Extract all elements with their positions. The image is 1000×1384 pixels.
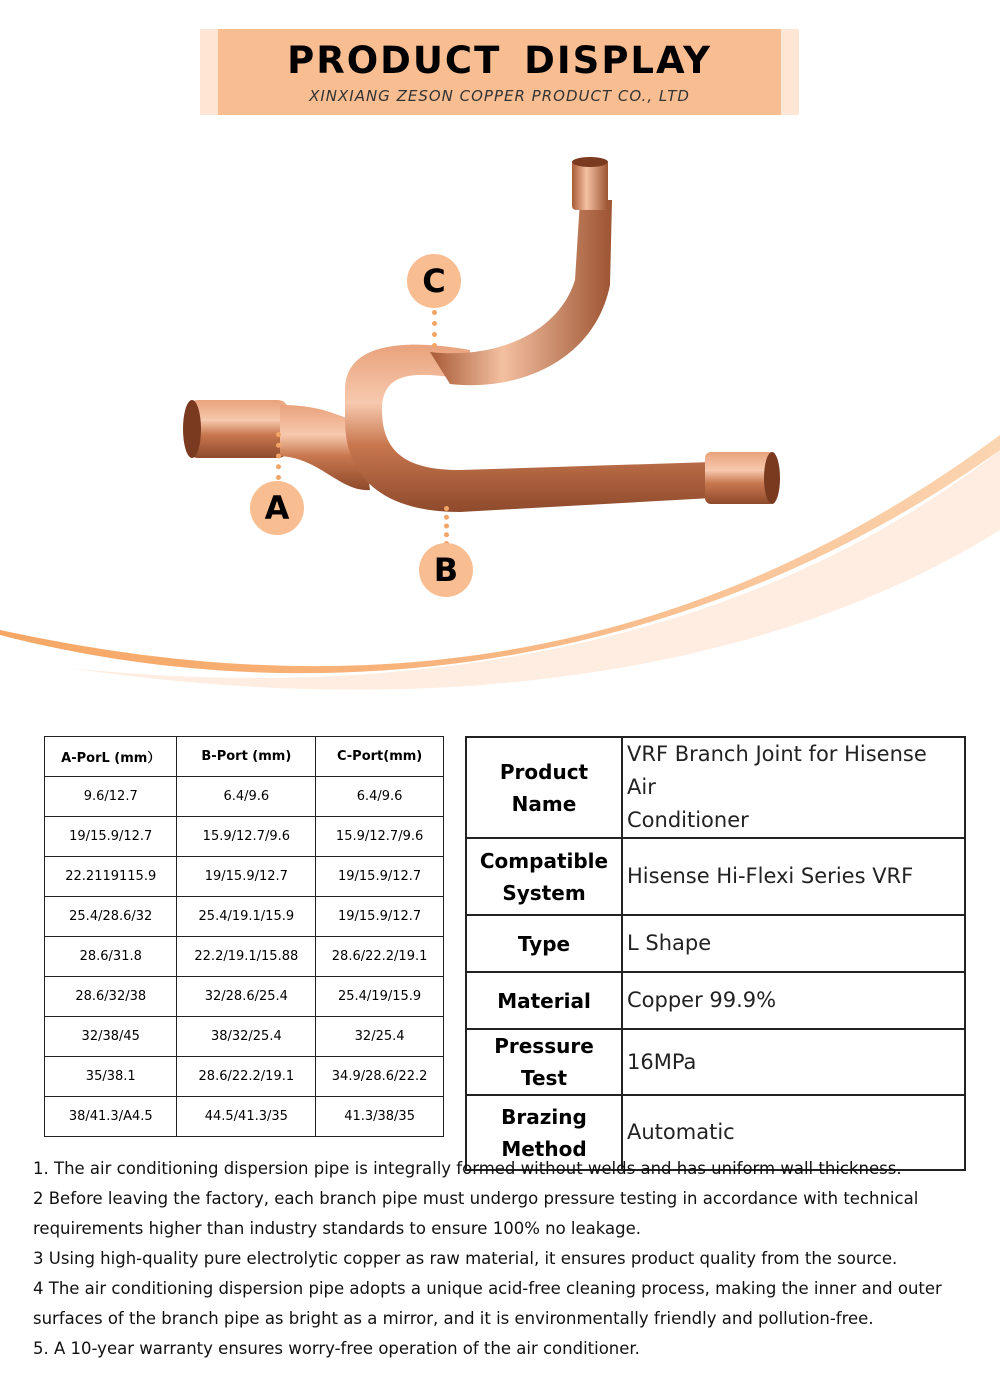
spec-key-line: Name [511, 791, 577, 816]
table-cell: 38/32/25.4 [177, 1017, 316, 1057]
spec-key-line: Product [499, 759, 589, 784]
decorative-swoosh [0, 120, 1000, 720]
table-cell: 19/15.9/12.7 [177, 857, 316, 897]
table-row [45, 937, 444, 977]
table-cell: 25.4/19/15.9 [316, 977, 444, 1017]
spec-value: Automatic [622, 1095, 965, 1170]
leader-line-a [276, 432, 286, 480]
spec-key-line: Method [501, 1136, 587, 1161]
table-cell: 35/38.1 [45, 1057, 177, 1097]
table-cell: 19/15.9/12.7 [316, 897, 444, 937]
spec-value [622, 737, 965, 838]
table-cell: 41.3/38/35 [316, 1097, 444, 1137]
table-cell: 19/15.9/12.7 [316, 857, 444, 897]
column-header-a-port: A-PorL (mm） [45, 737, 177, 777]
table-cell: 6.4/9.6 [316, 777, 444, 817]
table-cell: 28.6/31.8 [45, 937, 177, 977]
table-cell: 15.9/12.7/9.6 [316, 817, 444, 857]
table-row [45, 1057, 444, 1097]
spec-value: Copper 99.9% [622, 972, 965, 1029]
spec-row-product-name [466, 737, 965, 838]
note-line: 2 Before leaving the factory, each branch pipe must undergo pressure testing in accordance with technical [33, 1189, 919, 1208]
table-cell: 34.9/28.6/22.2 [316, 1057, 444, 1097]
table-cell: 25.4/28.6/32 [45, 897, 177, 937]
spec-key: Type [466, 915, 622, 972]
spec-key: Pressure Test [466, 1029, 622, 1095]
table-cell: 28.6/22.2/19.1 [316, 937, 444, 977]
table-header-row [45, 737, 444, 777]
spec-row-material [466, 972, 965, 1029]
note-line: 5. A 10-year warranty ensures worry-free operation of the air conditioner. [33, 1339, 640, 1358]
spec-key-line: System [502, 880, 586, 905]
feature-notes [33, 1154, 973, 1364]
table-cell: 15.9/12.7/9.6 [177, 817, 316, 857]
spec-value: L Shape [622, 915, 965, 972]
table-cell: 32/38/45 [45, 1017, 177, 1057]
port-size-table [44, 736, 444, 1137]
header-banner [200, 29, 799, 115]
table-cell: 44.5/41.3/35 [177, 1097, 316, 1137]
table-row [45, 857, 444, 897]
table-cell: 25.4/19.1/15.9 [177, 897, 316, 937]
product-figure [0, 120, 1000, 720]
table-cell: 19/15.9/12.7 [45, 817, 177, 857]
spec-row-pressure-test [466, 1029, 965, 1095]
note-line: surfaces of the branch pipe as bright as a mirror, and it is environmentally friendly and pollution-free. [33, 1309, 874, 1328]
column-header-c-port: C-Port(mm) [316, 737, 444, 777]
table-row [45, 1097, 444, 1137]
table-cell: 9.6/12.7 [45, 777, 177, 817]
table-row [45, 897, 444, 937]
note-line: 4 The air conditioning dispersion pipe adopts a unique acid-free cleaning process, making the inner and outer [33, 1279, 942, 1298]
leader-line-c [432, 310, 442, 348]
table-row [45, 1017, 444, 1057]
table-cell: 6.4/9.6 [177, 777, 316, 817]
spec-value-line: VRF Branch Joint for Hisense Air [627, 742, 927, 799]
spec-key: Material [466, 972, 622, 1029]
port-label-a: A [250, 481, 304, 535]
page-title: PRODUCT DISPLAY [287, 39, 712, 82]
spec-row-type [466, 915, 965, 972]
table-cell: 28.6/22.2/19.1 [177, 1057, 316, 1097]
note-line: 3 Using high-quality pure electrolytic copper as raw material, it ensures product quality from the source. [33, 1249, 898, 1268]
spec-value: Hisense Hi-Flexi Series VRF [622, 838, 965, 915]
spec-key [466, 838, 622, 915]
table-cell: 32/25.4 [316, 1017, 444, 1057]
spec-value: 16MPa [622, 1029, 965, 1095]
note-line: 1. The air conditioning dispersion pipe is integrally formed without welds and has uniform wall thickness. [33, 1159, 902, 1178]
table-cell: 38/41.3/A4.5 [45, 1097, 177, 1137]
port-label-c: C [407, 254, 461, 308]
header-banner-panel [218, 29, 781, 115]
table-cell: 22.2119115.9 [45, 857, 177, 897]
company-name: XINXIANG ZESON COPPER PRODUCT CO., LTD [309, 87, 690, 105]
spec-key-line: Compatible [479, 848, 609, 873]
leader-line-b [444, 506, 454, 546]
table-row [45, 977, 444, 1017]
spec-key [466, 737, 622, 838]
table-cell: 28.6/32/38 [45, 977, 177, 1017]
spec-row-compatible-system [466, 838, 965, 915]
table-cell: 32/28.6/25.4 [177, 977, 316, 1017]
spec-value-line: Conditioner [627, 808, 749, 832]
table-row [45, 817, 444, 857]
spec-table [465, 736, 966, 1171]
table-cell: 22.2/19.1/15.88 [177, 937, 316, 977]
column-header-b-port: B-Port (mm) [177, 737, 316, 777]
spec-key-line: Brazing [501, 1104, 587, 1129]
note-line: requirements higher than industry standards to ensure 100% no leakage. [33, 1219, 642, 1238]
table-row [45, 777, 444, 817]
port-label-b: B [419, 543, 473, 597]
